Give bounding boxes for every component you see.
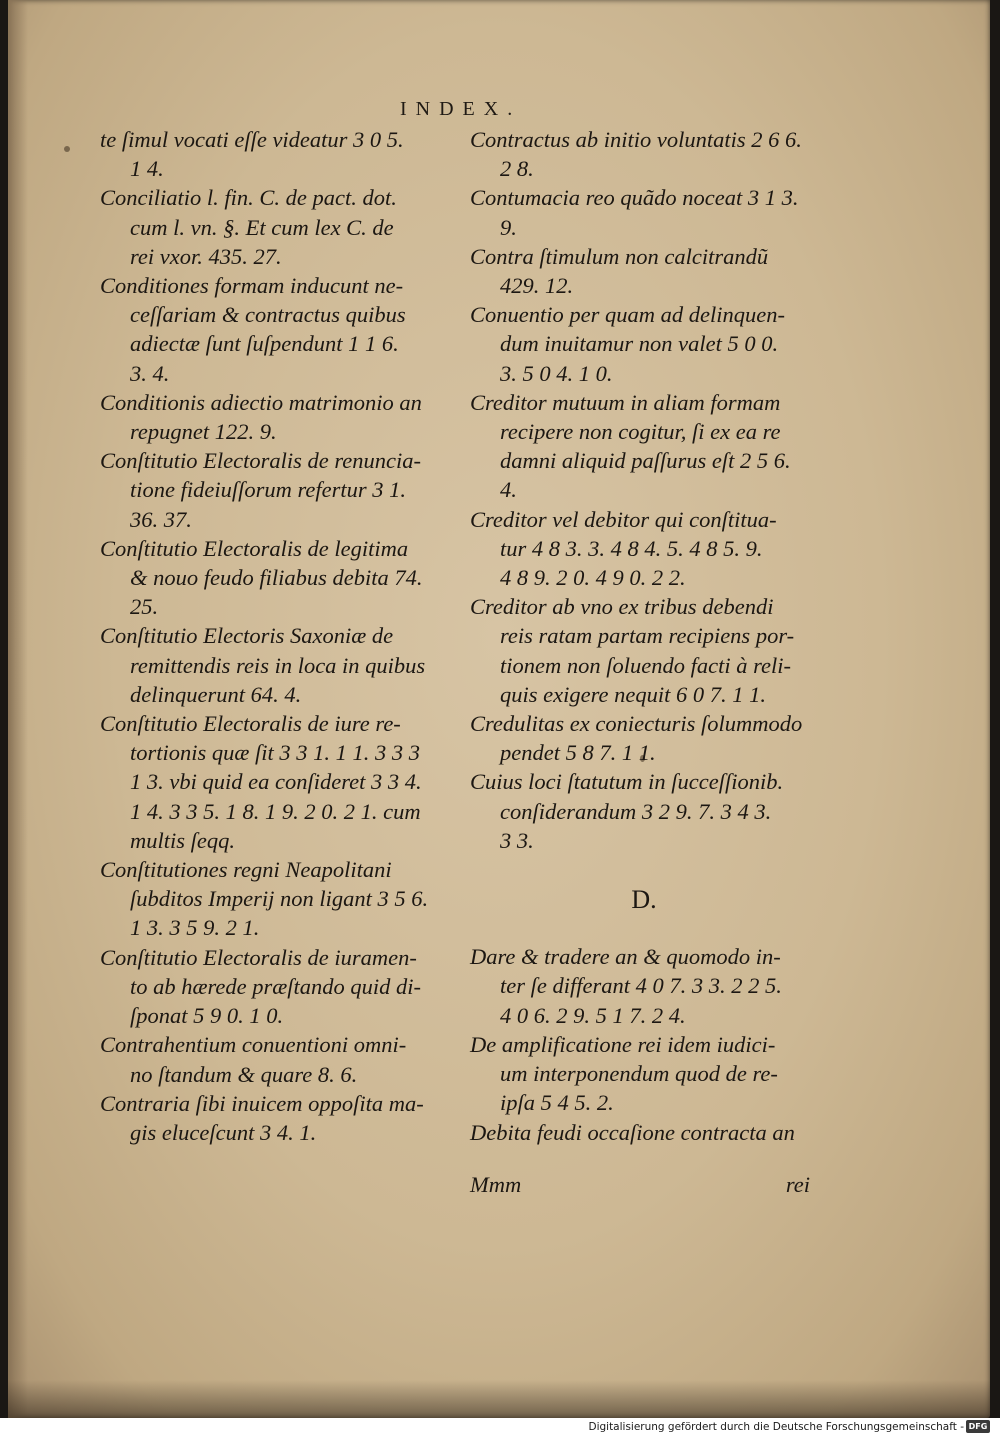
index-entry-headword-line: Creditor ab vno ex tribus debendi bbox=[470, 594, 774, 620]
index-entry bbox=[470, 767, 818, 855]
index-entry-headword-line: Conuentio per quam ad delinquen- bbox=[470, 302, 785, 328]
index-entry bbox=[470, 1030, 818, 1118]
index-entry-headword-line: Dare & tradere an & quomodo in- bbox=[470, 944, 781, 970]
index-entry-continuation-line: ſponat 5 9 0. 1 0. bbox=[130, 1003, 284, 1029]
index-entry-continuation-line: damni aliquid paſſurus eſt 2 5 6. bbox=[500, 448, 791, 474]
index-column-right bbox=[470, 125, 818, 1147]
index-entry-continuation-line: um interponendum quod de re- bbox=[500, 1061, 778, 1087]
index-entry bbox=[100, 271, 445, 388]
index-entry bbox=[470, 592, 818, 709]
index-entry-continuation-line: tortionis quæ ſit 3 3 1. 1 1. 3 3 3 bbox=[130, 740, 421, 766]
index-entry-headword-line: Contractus ab initio voluntatis 2 6 6. bbox=[470, 127, 802, 152]
index-entry bbox=[100, 388, 445, 446]
index-entry bbox=[470, 183, 818, 241]
index-entry-continuation-line: conſiderandum 3 2 9. 7. 3 4 3. bbox=[500, 798, 772, 824]
index-entry-headword-line: De amplificatione rei idem iudici- bbox=[470, 1031, 776, 1057]
index-entry-headword-line: te ſimul vocati eſſe videatur 3 0 5. bbox=[100, 127, 404, 152]
index-entry bbox=[470, 242, 818, 300]
index-entry-continuation-line: 25. bbox=[130, 594, 159, 620]
index-entry bbox=[470, 388, 818, 505]
page-edge-shadow bbox=[8, 0, 28, 1418]
index-entry-continuation-line: tionem non ſoluendo facti à reli- bbox=[500, 652, 791, 678]
index-entry-continuation-line: dum inuitamur non valet 5 0 0. bbox=[500, 331, 779, 357]
index-entry-continuation-line: 1 3. vbi quid ea conſideret 3 3 4. bbox=[130, 769, 422, 795]
index-entry-continuation-line: cum l. vn. §. Et cum lex C. de bbox=[130, 214, 394, 240]
index-entry-continuation-line: ſubditos Imperij non ligant 3 5 6. bbox=[130, 886, 429, 912]
index-entry-continuation-line: 1 3. 3 5 9. 2 1. bbox=[130, 915, 260, 941]
index-entry bbox=[470, 505, 818, 593]
index-entry bbox=[470, 300, 818, 388]
index-entry-headword-line: Creditor vel debitor qui conſtitua- bbox=[470, 506, 777, 532]
index-entry-headword-line: Conſtitutio Electoralis de legitima bbox=[100, 535, 409, 561]
running-head: INDEX. bbox=[400, 98, 522, 120]
index-column-left bbox=[100, 125, 445, 1147]
index-entry bbox=[100, 446, 445, 534]
funding-credit: Digitalisierung gefördert durch die Deutsche Forschungsgemeinschaft - bbox=[588, 1421, 964, 1433]
index-entry-headword-line: Conſtitutio Electoralis de iure re- bbox=[100, 711, 401, 737]
index-entry-continuation-line: gis eluceſcunt 3 4. 1. bbox=[130, 1119, 317, 1145]
section-letter-d: D. bbox=[631, 885, 657, 915]
index-entry-headword-line: Conciliatio l. fin. C. de pact. dot. bbox=[100, 185, 397, 211]
index-entry bbox=[100, 125, 445, 183]
index-entry bbox=[470, 709, 818, 767]
index-entry-continuation-line: 429. 12. bbox=[500, 273, 574, 299]
index-entry bbox=[100, 621, 445, 709]
index-entry-continuation-line: ceſſariam & contractus quibus bbox=[130, 302, 406, 328]
index-entry bbox=[470, 1118, 818, 1147]
index-entry-headword-line: Conſtitutio Electoralis de iuramen- bbox=[100, 944, 417, 970]
signature-mark: Mmm bbox=[470, 1172, 522, 1197]
index-entry-continuation-line: 3 3. bbox=[500, 827, 534, 853]
page-catchwords bbox=[470, 1172, 810, 1198]
index-entry-continuation-line: 4 8 9. 2 0. 4 9 0. 2 2. bbox=[500, 565, 686, 591]
index-entry-continuation-line: 1 4. 3 3 5. 1 8. 1 9. 2 0. 2 1. cum bbox=[130, 798, 421, 824]
index-entry-headword-line: Contrahentium conuentioni omni- bbox=[100, 1032, 407, 1058]
index-entry-headword-line: Contraria ſibi inuicem oppoſita ma- bbox=[100, 1090, 424, 1116]
index-entry-continuation-line: quis exigere nequit 6 0 7. 1 1. bbox=[500, 681, 766, 707]
index-entry-headword-line: Conditionis adiectio matrimonio an bbox=[100, 389, 422, 415]
index-entry-headword-line: Creditor mutuum in aliam formam bbox=[470, 389, 781, 415]
index-entry-continuation-line: ter ſe differant 4 0 7. 3 3. 2 2 5. bbox=[500, 973, 782, 999]
index-entry-headword-line: Contra ſtimulum non calcitrandũ bbox=[470, 243, 769, 269]
index-entry-headword-line: Contumacia reo quãdo noceat 3 1 3. bbox=[470, 185, 799, 211]
index-entry-continuation-line: & nouo feudo filiabus debita 74. bbox=[130, 565, 423, 591]
index-entry-continuation-line: 2 8. bbox=[500, 156, 534, 182]
index-entry-continuation-line: multis ſeqq. bbox=[130, 827, 235, 853]
index-entry-continuation-line: pendet 5 8 7. 1 1. bbox=[500, 740, 656, 766]
paper-speck bbox=[64, 146, 70, 152]
index-entry-headword-line: Conditiones formam inducunt ne- bbox=[100, 273, 404, 299]
index-entry-continuation-line: rei vxor. 435. 27. bbox=[130, 243, 282, 269]
index-entry-headword-line: Conſtitutio Electoris Saxoniæ de bbox=[100, 623, 394, 649]
index-entry bbox=[100, 1030, 445, 1088]
index-entry-headword-line: Debita feudi occaſione contracta an bbox=[470, 1119, 795, 1145]
index-entry-continuation-line: reis ratam partam recipiens por- bbox=[500, 623, 795, 649]
index-entry-continuation-line: remittendis reis in loca in quibus bbox=[130, 652, 426, 678]
index-entry bbox=[100, 855, 445, 943]
index-entries-c bbox=[470, 125, 818, 855]
index-entry-headword-line: Cuius loci ſtatutum in ſucceſſionib. bbox=[470, 769, 784, 795]
index-entry-continuation-line: repugnet 122. 9. bbox=[130, 419, 277, 445]
index-entry-headword-line: Conſtitutiones regni Neapolitani bbox=[100, 857, 392, 883]
index-entry bbox=[470, 125, 818, 183]
index-entries-d bbox=[470, 942, 818, 1146]
index-entry bbox=[470, 942, 818, 1030]
index-entry bbox=[100, 1089, 445, 1147]
index-entry bbox=[100, 534, 445, 622]
index-entry-headword-line: Conſtitutio Electoralis de renuncia- bbox=[100, 448, 421, 474]
dfg-logo-icon: DFG bbox=[966, 1420, 990, 1433]
index-entry-continuation-line: tur 4 8 3. 3. 4 8 4. 5. 4 8 5. 9. bbox=[500, 535, 763, 561]
catchword: rei bbox=[785, 1172, 810, 1197]
index-entry-continuation-line: 9. bbox=[500, 214, 517, 240]
index-entry bbox=[100, 709, 445, 855]
index-entry bbox=[100, 943, 445, 1031]
index-entry-continuation-line: recipere non cogitur, ſi ex ea re bbox=[500, 419, 781, 445]
index-entry-continuation-line: no ſtandum & quare 8. 6. bbox=[130, 1061, 358, 1087]
index-entry-continuation-line: 4 0 6. 2 9. 5 1 7. 2 4. bbox=[500, 1002, 686, 1028]
page-bottom-shadow bbox=[8, 1380, 990, 1418]
index-entry bbox=[100, 183, 445, 271]
index-entry-continuation-line: 4. bbox=[500, 477, 517, 503]
index-entry-continuation-line: to ab hærede præſtando quid di- bbox=[130, 973, 422, 999]
index-entry-continuation-line: ipſa 5 4 5. 2. bbox=[500, 1090, 614, 1116]
index-entry-continuation-line: 3. 5 0 4. 1 0. bbox=[500, 360, 613, 386]
index-entry-continuation-line: adiectæ ſunt ſuſpendunt 1 1 6. bbox=[130, 331, 399, 357]
index-entry-continuation-line: tione fideiuſſorum refertur 3 1. bbox=[130, 477, 407, 503]
index-entry-continuation-line: 1 4. bbox=[130, 156, 164, 182]
index-entry-continuation-line: 36. 37. bbox=[130, 506, 192, 532]
index-entry-continuation-line: 3. 4. bbox=[130, 360, 170, 386]
index-entry-continuation-line: delinquerunt 64. 4. bbox=[130, 681, 302, 707]
index-entry-headword-line: Credulitas ex coniecturis ſolummodo bbox=[470, 711, 803, 737]
